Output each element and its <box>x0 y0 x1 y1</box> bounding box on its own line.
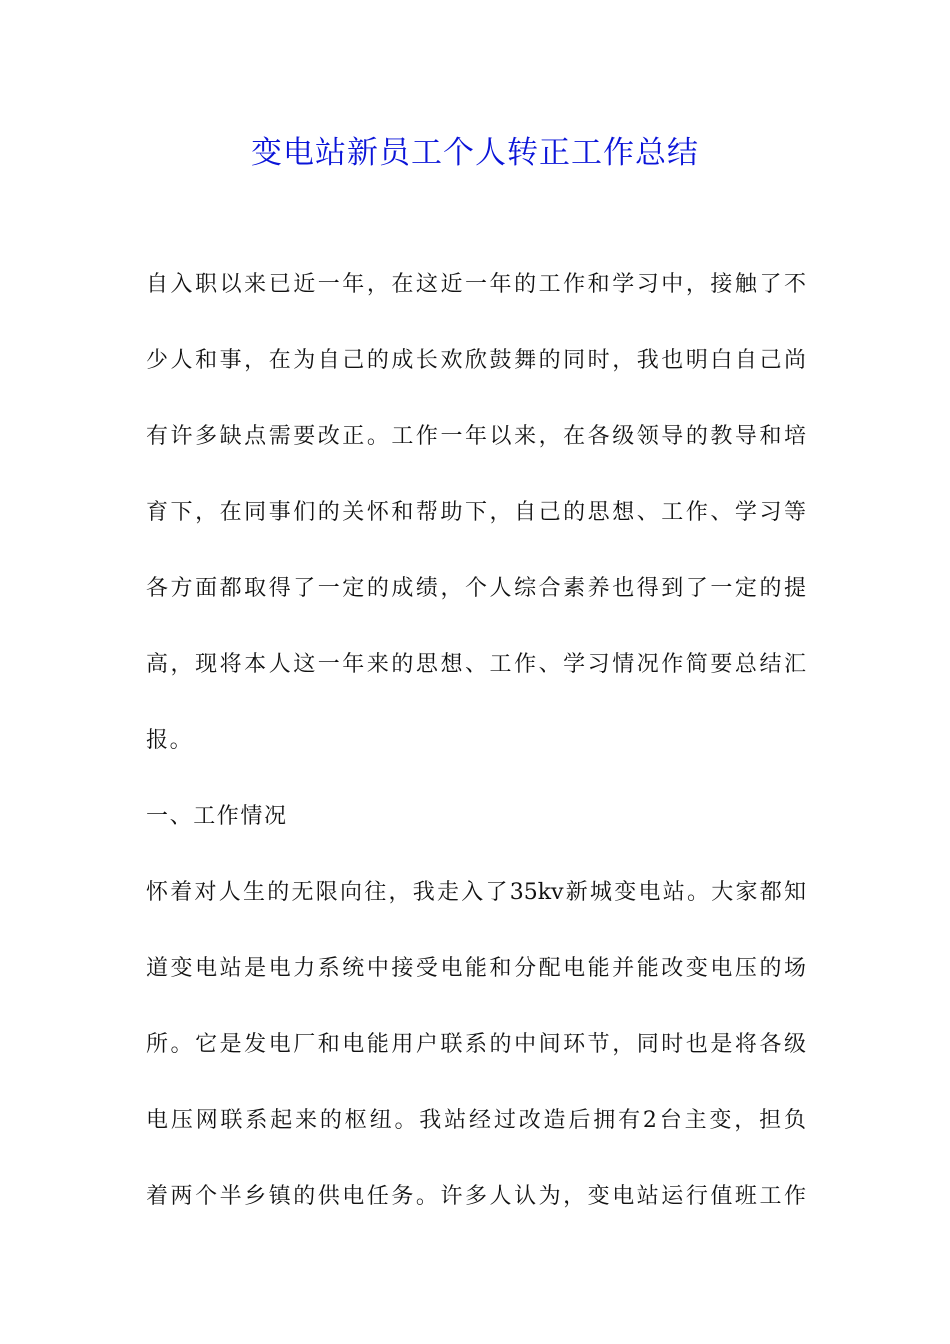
paragraph-intro <box>146 263 806 795</box>
heading-line: 一、工作情况 <box>146 804 288 829</box>
text-line: 自入职以来已近一年，在这近一年的工作和学习中，接触了不 <box>146 272 806 297</box>
text-line: 着两个半乡镇的供电任务。许多人认为，变电站运行值班工作 <box>146 1184 806 1209</box>
text-line: 报。 <box>146 728 194 753</box>
paragraph-work <box>146 871 806 1251</box>
text-line: 各方面都取得了一定的成绩，个人综合素养也得到了一定的提 <box>146 576 806 601</box>
text-line: 怀着对人生的无限向往，我走入了35kv新城变电站。大家都知 <box>146 880 806 905</box>
text-line: 所。它是发电厂和电能用户联系的中间环节，同时也是将各级 <box>146 1032 806 1057</box>
document-title: 变电站新员工个人转正工作总结 <box>251 135 699 171</box>
document-body <box>146 263 806 1251</box>
section-heading <box>146 795 806 871</box>
text-line: 高，现将本人这一年来的思想、工作、学习情况作简要总结汇 <box>146 652 806 677</box>
text-line: 育下，在同事们的关怀和帮助下，自己的思想、工作、学习等 <box>146 500 806 525</box>
text-line: 电压网联系起来的枢纽。我站经过改造后拥有2台主变，担负 <box>146 1108 806 1133</box>
text-line: 有许多缺点需要改正。工作一年以来，在各级领导的教导和培 <box>146 424 806 449</box>
text-line: 少人和事，在为自己的成长欢欣鼓舞的同时，我也明白自己尚 <box>146 348 806 373</box>
text-line: 道变电站是电力系统中接受电能和分配电能并能改变电压的场 <box>146 956 806 981</box>
